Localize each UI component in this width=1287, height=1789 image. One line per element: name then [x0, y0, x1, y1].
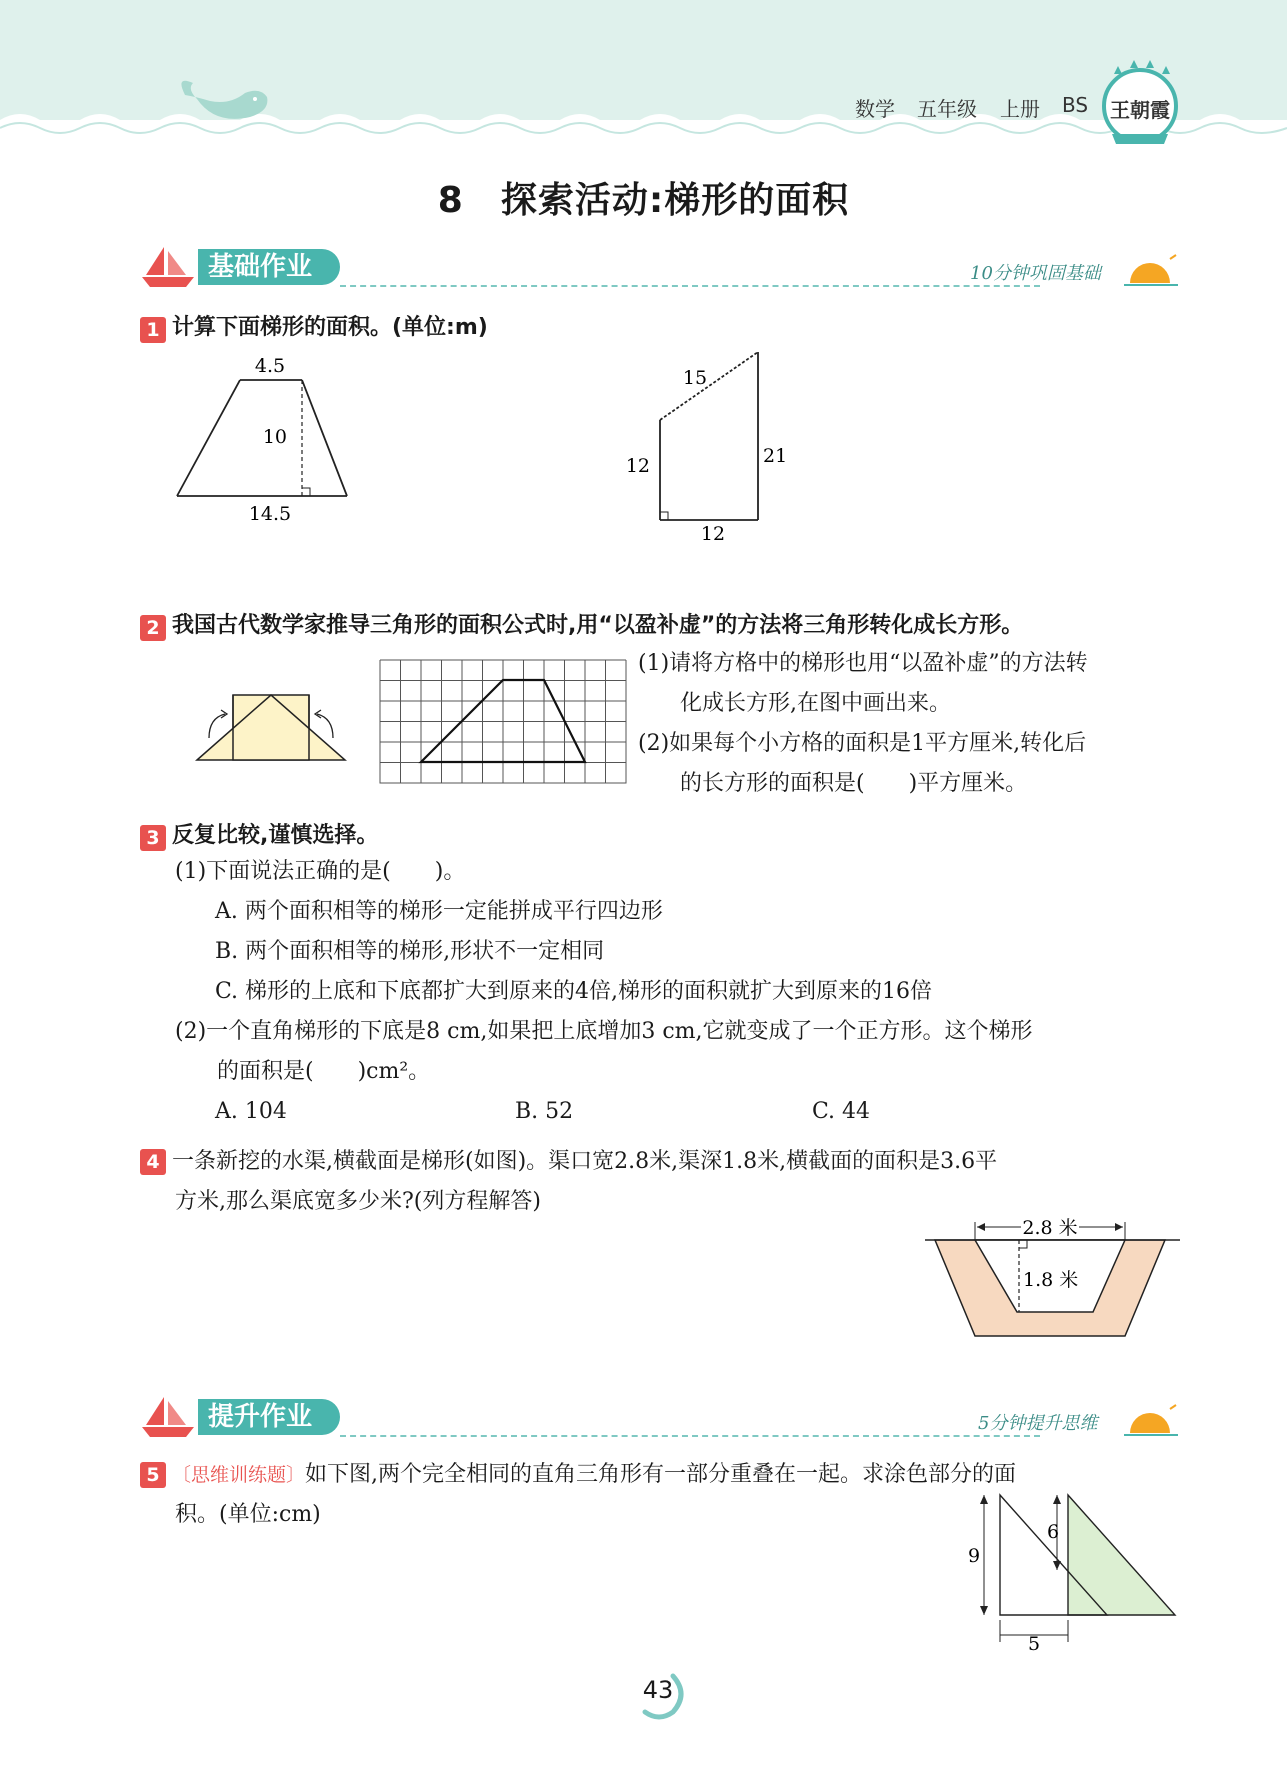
grid-figure — [380, 660, 626, 786]
section-banner-advanced — [140, 1395, 1180, 1439]
option-c[interactable]: C. 44 — [812, 1099, 871, 1124]
header-subject: 数学 — [855, 97, 895, 121]
label-slant: 15 — [682, 367, 708, 389]
section-subtitle-advanced: 5分钟提升思维 — [978, 1413, 1098, 1434]
question-line-1: 如下图,两个完全相同的直角三角形有一部分重叠在一起。求涂色部分的面 — [305, 1462, 1017, 1487]
page-title: 8 探索活动:梯形的面积 — [437, 180, 850, 221]
question-tag: 〔思维训练题〕 — [172, 1464, 306, 1486]
question-number: 3 — [140, 825, 166, 851]
question-text: 我国古代数学家推导三角形的面积公式时,用“以盈补虚”的方法将三角形转化成长方形。 — [172, 613, 1024, 638]
question-3-title — [140, 818, 378, 851]
label-height: 10 — [262, 426, 287, 448]
section-subtitle-basic: 10分钟巩固基础 — [970, 263, 1101, 284]
header-volume: 上册 — [1000, 97, 1040, 121]
question-number: 4 — [140, 1149, 166, 1175]
part-2-line-2: 的长方形的面积是( )平方厘米。 — [680, 771, 1028, 796]
question-2-title — [140, 608, 1180, 641]
part-2-stem-line-2: 的面积是( )cm²。 — [217, 1059, 431, 1084]
part-2-stem-line-1: (2)一个直角梯形的下底是8 cm,如果把上底增加3 cm,它就变成了一个正方形。这个梯形 — [175, 1019, 1033, 1044]
label-9: 9 — [967, 1545, 981, 1567]
sailboat-icon — [140, 245, 198, 289]
section-banner-basic — [140, 245, 1180, 289]
option-a[interactable]: A. 两个面积相等的梯形一定能拼成平行四边形 — [215, 899, 663, 924]
sailboat-icon — [140, 1395, 198, 1439]
sunrise-icon — [1122, 253, 1180, 289]
option-b[interactable]: B. 两个面积相等的梯形,形状不一定相同 — [215, 939, 605, 964]
label-bottom: 12 — [700, 523, 726, 545]
sunrise-icon — [1122, 1403, 1180, 1439]
trapezoid-figure-2 — [625, 340, 805, 550]
question-line-1: 一条新挖的水渠,横截面是梯形(如图)。渠口宽2.8米,渠深1.8米,横截面的面积是3.6平 — [172, 1149, 998, 1174]
section-divider — [340, 285, 1040, 287]
section-divider — [340, 1435, 1040, 1437]
label-bottom: 14.5 — [248, 503, 292, 525]
question-number: 2 — [140, 615, 166, 641]
question-3-body — [175, 852, 1185, 1132]
whale-icon — [175, 75, 275, 130]
part-2-line-1: (2)如果每个小方格的面积是1平方厘米,转化后 — [638, 731, 1087, 756]
part-1-line-2: 化成长方形,在图中画出来。 — [680, 691, 951, 716]
width-label: 2.8 米 — [1022, 1217, 1078, 1239]
part-2-options — [175, 1092, 1185, 1132]
question-line-2: 积。(单位:cm) — [175, 1502, 321, 1527]
label-5: 5 — [1027, 1633, 1041, 1655]
label-left: 12 — [625, 455, 650, 477]
question-line-2: 方米,那么渠底宽多少米?(列方程解答) — [175, 1189, 541, 1214]
question-text: 计算下面梯形的面积。(单位:m) — [172, 315, 488, 340]
section-label-basic: 基础作业 — [198, 249, 340, 285]
page-number: 43 — [642, 1676, 674, 1704]
label-right: 21 — [763, 445, 788, 467]
logo-text: 王朝霞 — [1110, 98, 1170, 122]
question-2-parts — [638, 644, 1183, 804]
question-text: 反复比较,谨慎选择。 — [172, 823, 379, 848]
triangle-transform-figure — [195, 680, 350, 775]
question-number: 5 — [140, 1462, 166, 1488]
label-6: 6 — [1047, 1521, 1060, 1543]
part-1-line-1: (1)请将方格中的梯形也用“以盈补虚”的方法转 — [638, 651, 1088, 676]
part-1-stem: (1)下面说法正确的是( )。 — [175, 859, 466, 884]
trapezoid-figure-1 — [165, 350, 365, 530]
option-a[interactable]: A. 104 — [215, 1099, 287, 1124]
depth-label: 1.8 米 — [1023, 1269, 1079, 1291]
option-c[interactable]: C. 梯形的上底和下底都扩大到原来的4倍,梯形的面积就扩大到原来的16倍 — [215, 979, 933, 1004]
publisher-logo — [1100, 60, 1180, 148]
question-number: 1 — [140, 317, 166, 343]
header-edition: BS — [1062, 93, 1089, 117]
section-label-advanced: 提升作业 — [198, 1399, 340, 1435]
option-b[interactable]: B. 52 — [515, 1099, 574, 1124]
question-1-title — [140, 310, 488, 343]
canal-cross-section-figure — [925, 1208, 1180, 1343]
label-top: 4.5 — [254, 355, 286, 377]
header-grade: 五年级 — [917, 97, 977, 121]
overlapping-triangles-figure — [967, 1490, 1180, 1655]
